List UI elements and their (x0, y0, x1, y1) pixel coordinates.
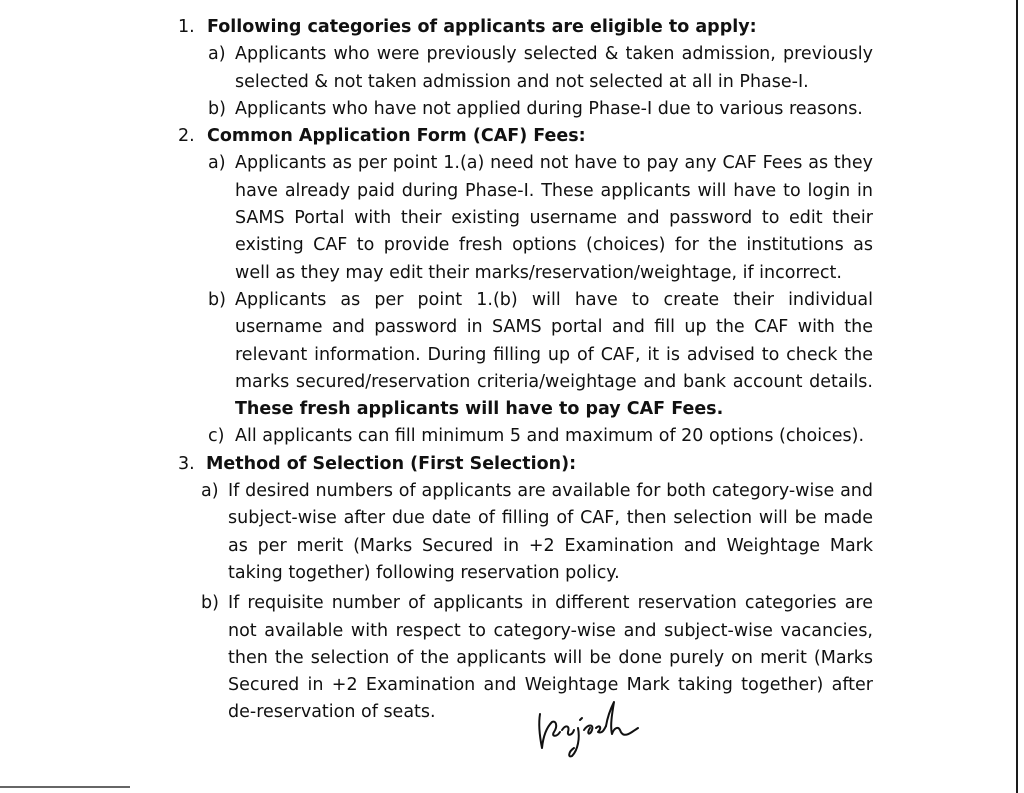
section-method-of-selection (0, 451, 1024, 727)
section-heading (0, 451, 1024, 478)
section-heading (0, 14, 1024, 41)
section-number: 2. (178, 126, 195, 147)
list-item (208, 41, 873, 96)
item-text-wrap (235, 290, 873, 419)
item-label: b) (208, 98, 226, 119)
item-label: a) (208, 44, 226, 65)
section-title: Method of Selection (First Selection): (206, 453, 577, 474)
item-label: b) (201, 593, 219, 614)
section-number: 1. (178, 17, 195, 37)
section-eligibility (0, 14, 1024, 123)
list-item (208, 150, 873, 286)
document-body (0, 14, 1024, 727)
item-label: c) (208, 426, 225, 447)
item-label: a) (208, 153, 226, 174)
item-text: Applicants who were previously selected & taken admission, previously selected & not taken admission and not selected at all in Phase-I. (235, 44, 873, 92)
item-text-emphasis: These fresh applicants will have to pay CAF Fees. (235, 399, 724, 420)
item-text: Applicants who have not applied during Phase-I due to various reasons. (235, 98, 863, 119)
list-item (208, 96, 873, 123)
item-text: All applicants can fill minimum 5 and maximum of 20 options (choices). (235, 426, 865, 447)
section-title: Common Application Form (CAF) Fees: (207, 126, 586, 147)
handwritten-signature (532, 698, 642, 758)
item-text: If desired numbers of applicants are available for both category-wise and subject-wise after due date of filling of CAF, then selection will be made as per merit (Marks Secured in +2 Examination and Weightage Mark taking together) following reservation policy. (228, 481, 873, 583)
item-text: Applicants as per point 1.(a) need not have to pay any CAF Fees as they have already paid during Phase-I. These applicants will have to login in SAMS Portal with their existing username and password to edit their existing CAF to provide fresh options (choices) for the institutions as well as they may edit their marks/reservation/weightage, if incorrect. (235, 153, 873, 283)
list-item (208, 423, 873, 450)
section-caf-fees (0, 123, 1024, 451)
item-label: a) (201, 481, 219, 502)
section-heading (0, 123, 1024, 150)
item-text: If requisite number of applicants in different reservation categories are not available with respect to category-wise and subject-wise vacancies, then the selection of the applicants will be done purely on merit (Marks Secured in +2 Examination and Weightage Mark taking together) after de-reservation of seats. (228, 593, 873, 723)
item-text: Applicants as per point 1.(b) will have to create their individual username and password in SAMS portal and fill up the CAF with the relevant information. During filling up of CAF, it is advised to check the marks secured/reservation criteria/weightage and bank account details. (235, 289, 873, 392)
list-item (201, 478, 873, 587)
section-number: 3. (178, 453, 195, 474)
section-title: Following categories of applicants are eligible to apply: (207, 17, 757, 37)
item-label: b) (208, 289, 226, 310)
list-item (208, 287, 873, 423)
scan-bottom-edge (0, 770, 1024, 793)
